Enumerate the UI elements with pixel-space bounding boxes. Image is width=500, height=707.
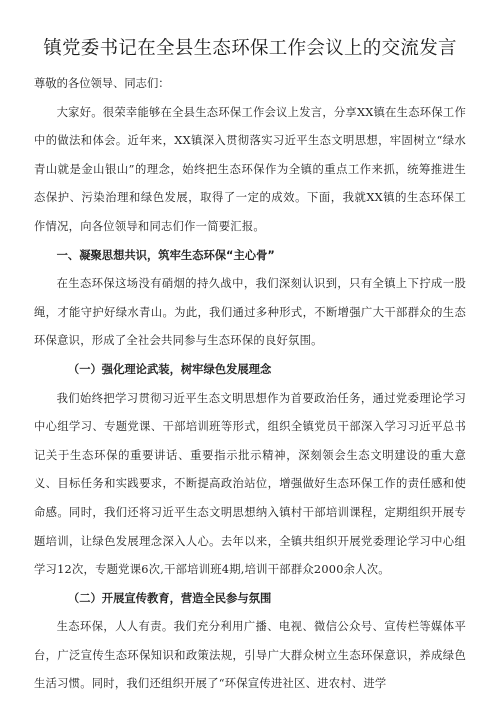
section-heading-1: 一、凝聚思想共识，筑牢生态环保“主心骨” xyxy=(56,248,275,262)
section-1-paragraph: 在生态环保这场没有硝烟的持久战中，我们深刻认识到，只有全镇上下拧成一股绳，才能守护好绿水青山。为此，我们通过多种形式，不断增强广大干部群众的生态环保意识，形成了全社会共同参与生态环保的良好氛围。 xyxy=(34,277,466,348)
document-title: 镇党委书记在全县生态环保工作会议上的交流发言 xyxy=(43,38,457,59)
intro-paragraph: 大家好。很荣幸能够在全县生态环保工作会议上发言，分享XX镇在生态环保工作中的做法和体会。近年来，XX镇深入贯彻落实习近平生态文明思想，牢固树立“绿水青山就是金山银山”的理念，始终把生态环保作为全镇的重点工作来抓，统筹推进生态保护、污染治理和绿色发展，取得了一定的成效。下面，我就XX镇的生态环保工作情况，向各位领导和同志们作一简要汇报。 xyxy=(34,105,466,233)
subsection-heading-1: （一）强化理论武装，树牢绿色发展理念 xyxy=(67,362,272,376)
subsection-2-paragraph: 生态环保，人人有责。我们充分利用广播、电视、微信公众号、宣传栏等媒体平台，广泛宣传生态环保知识和政策法规，引导广大群众树立生态环保意识，养成绿色生活习惯。同时，我们还组织开展了“环保宣传进社区、进农村、进学 xyxy=(34,620,466,691)
subsection-heading-2: （二）开展宣传教育，营造全民参与氛围 xyxy=(67,591,272,605)
subsection-1-paragraph: 我们始终把学习贯彻习近平生态文明思想作为首要政治任务，通过党委理论学习中心组学习、专题党课、干部培训班等形式，组织全镇党员干部深入学习习近平总书记关于生态环保的重要讲话、重要指示批示精神，深刻领会生态文明建设的重大意义、目标任务和实践要求，不断提高政治站位，增强做好生态环保工作的责任感和使命感。同时，我们还将习近平生态文明思想纳入镇村干部培训课程，定期组织开展专题培训，让绿色发展理念深入人心。去年以来，全镇共组织开展党委理论学习中心组学习12次，专题党课6次,干部培训班4期,培训干部群众2000余人次。 xyxy=(34,391,466,577)
salutation: 尊敬的各位领导、同志们： xyxy=(34,77,170,90)
